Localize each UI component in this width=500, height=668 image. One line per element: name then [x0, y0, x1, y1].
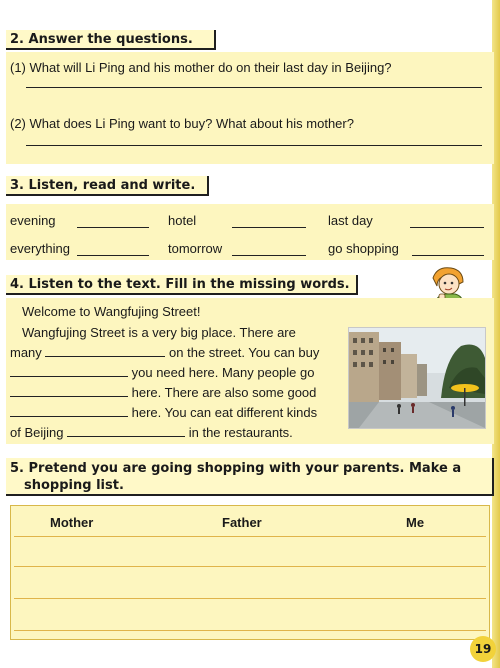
passage-line-5-text: here. You can eat different kinds	[131, 405, 318, 420]
passage-line-6a: of Beijing	[10, 425, 64, 440]
answer-line-1[interactable]	[26, 87, 482, 88]
section5-heading-line2: shopping list.	[24, 478, 124, 493]
blank-shopping[interactable]	[10, 386, 128, 397]
word-last-day: last day	[328, 213, 373, 228]
passage-line-3	[10, 365, 314, 380]
blank-shops[interactable]	[45, 346, 165, 357]
passage-line-6b: in the restaurants.	[188, 425, 293, 440]
passage-line-3-text: you need here. Many people go	[131, 365, 315, 380]
word-tomorrow: tomorrow	[168, 241, 223, 256]
word-evening: evening	[10, 213, 56, 228]
column-mother: Mother	[50, 515, 94, 530]
section3-heading: 3. Listen, read and write.	[6, 176, 209, 196]
passage-line-2b: on the street. You can buy	[169, 345, 320, 360]
question-1: (1) What will Li Ping and his mother do on their last day in Beijing?	[10, 60, 392, 75]
section5-heading	[6, 458, 494, 496]
list-line-3[interactable]	[14, 598, 486, 599]
list-line-1[interactable]	[14, 536, 486, 537]
section3-panel	[6, 204, 494, 260]
blank-evening[interactable]	[77, 227, 149, 228]
street-photo	[348, 327, 486, 429]
blank-last-day[interactable]	[410, 227, 484, 228]
blank-hotel[interactable]	[232, 227, 306, 228]
passage-line-2a: many	[10, 345, 42, 360]
blank-everything[interactable]	[77, 255, 149, 256]
word-hotel: hotel	[168, 213, 197, 228]
answer-line-2[interactable]	[26, 145, 482, 146]
blank-go-shopping[interactable]	[412, 255, 484, 256]
passage-line-4	[10, 385, 316, 400]
passage-line-2	[10, 345, 319, 360]
column-me: Me	[406, 515, 425, 530]
section5-heading-line1: 5. Pretend you are going shopping with your parents. Make a	[10, 461, 462, 476]
column-father: Father	[222, 515, 262, 530]
section4-heading: 4. Listen to the text. Fill in the missing words.	[6, 275, 358, 295]
blank-tomorrow[interactable]	[232, 255, 306, 256]
list-line-2[interactable]	[14, 566, 486, 567]
passage-line-6	[10, 425, 293, 440]
passage-line-5	[10, 405, 317, 420]
word-everything: everything	[10, 241, 70, 256]
passage-line-1: Wangfujing Street is a very big place. There are	[22, 325, 296, 340]
list-line-4[interactable]	[14, 630, 486, 631]
blank-things[interactable]	[10, 366, 128, 377]
blank-food[interactable]	[67, 426, 185, 437]
page-number: 19	[470, 636, 496, 662]
passage-title: Welcome to Wangfujing Street!	[22, 304, 201, 319]
passage-line-4-text: here. There are also some good	[131, 385, 317, 400]
blank-restaurants[interactable]	[10, 406, 128, 417]
word-go-shopping: go shopping	[328, 241, 399, 256]
section2-heading: 2. Answer the questions.	[6, 30, 216, 50]
question-2: (2) What does Li Ping want to buy? What about his mother?	[10, 116, 354, 131]
